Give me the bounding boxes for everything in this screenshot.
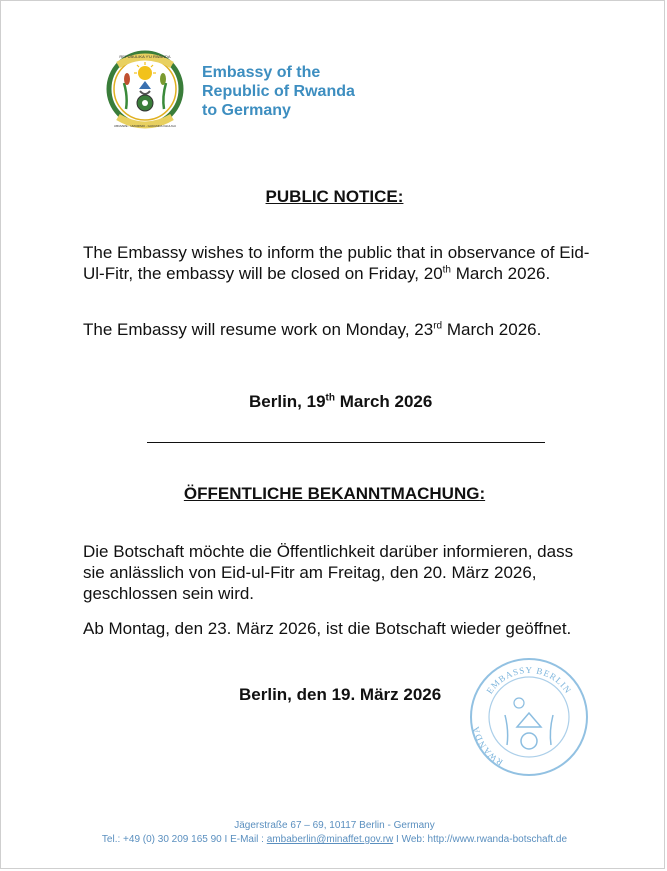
german-paragraph-1: Die Botschaft möchte die Öffentlichkeit darüber informieren, dass sie anlässlich von Eid-ul-Fitr am Freitag, den 20. März 2026, geschlossen sein wird. (83, 542, 574, 603)
english-title: PUBLIC NOTICE: (265, 187, 404, 206)
english-paragraph-1 (83, 242, 593, 284)
german-title-colon: : (479, 484, 486, 503)
english-p2-text: The Embassy will resume work on Monday, 23 (83, 320, 434, 339)
english-place-text: Berlin, 19 (249, 392, 326, 411)
english-p2-text-end: March 2026. (442, 320, 542, 339)
footer-web: I Web: http://www.rwanda-botschaft.de (393, 834, 568, 845)
english-place-date (249, 392, 432, 412)
embassy-name-line1: Embassy of the (202, 64, 321, 81)
embassy-stamp (467, 655, 591, 779)
german-paragraph-2: Ab Montag, den 23. März 2026, ist die Botschaft wieder geöffnet. (83, 619, 572, 638)
german-title-text: ÖFFENTLICHE BEKANNTMACHUNG (183, 484, 480, 503)
english-place-ordinal: th (325, 392, 335, 404)
english-paragraph-2 (83, 319, 593, 340)
section-divider (147, 442, 545, 443)
emblem-motto: UBUMWE - UMURIMO - GUKUNDA IGIHUGU (113, 124, 177, 128)
footer-tel: Tel.: +49 (0) 30 209 165 90 I E-Mail : (101, 834, 267, 845)
english-p1-text-end: March 2026. (451, 264, 551, 283)
german-place-date: Berlin, den 19. März 2026 (239, 685, 442, 704)
rwanda-coat-of-arms-emblem (104, 45, 186, 137)
english-p1-text: The Embassy wishes to inform the public that in observance of Eid-Ul-Fitr, the embassy will be closed on Friday, 20 (83, 243, 590, 283)
english-p1-ordinal: th (442, 264, 451, 276)
embassy-name-line3: to Germany (202, 102, 291, 119)
footer-contact (1, 834, 667, 845)
stamp-left-text: RWANDA (470, 724, 505, 768)
footer-email-link[interactable]: ambaberlin@minaffet.gov.rw (266, 834, 394, 845)
english-place-text-end: March 2026 (335, 392, 433, 411)
german-title (1, 484, 667, 504)
footer-address: Jägerstraße 67 – 69, 10117 Berlin - Germany (234, 820, 435, 831)
english-p2-ordinal: rd (433, 320, 443, 332)
emblem-top-text: REPUBULIKA Y'U RWANDA (119, 54, 171, 59)
embassy-name (202, 63, 422, 120)
svg-text:RWANDA (470, 725, 504, 768)
stamp-top-text: EMBASSY BERLIN (484, 664, 574, 696)
embassy-name-line2: Republic of Rwanda (202, 83, 355, 100)
